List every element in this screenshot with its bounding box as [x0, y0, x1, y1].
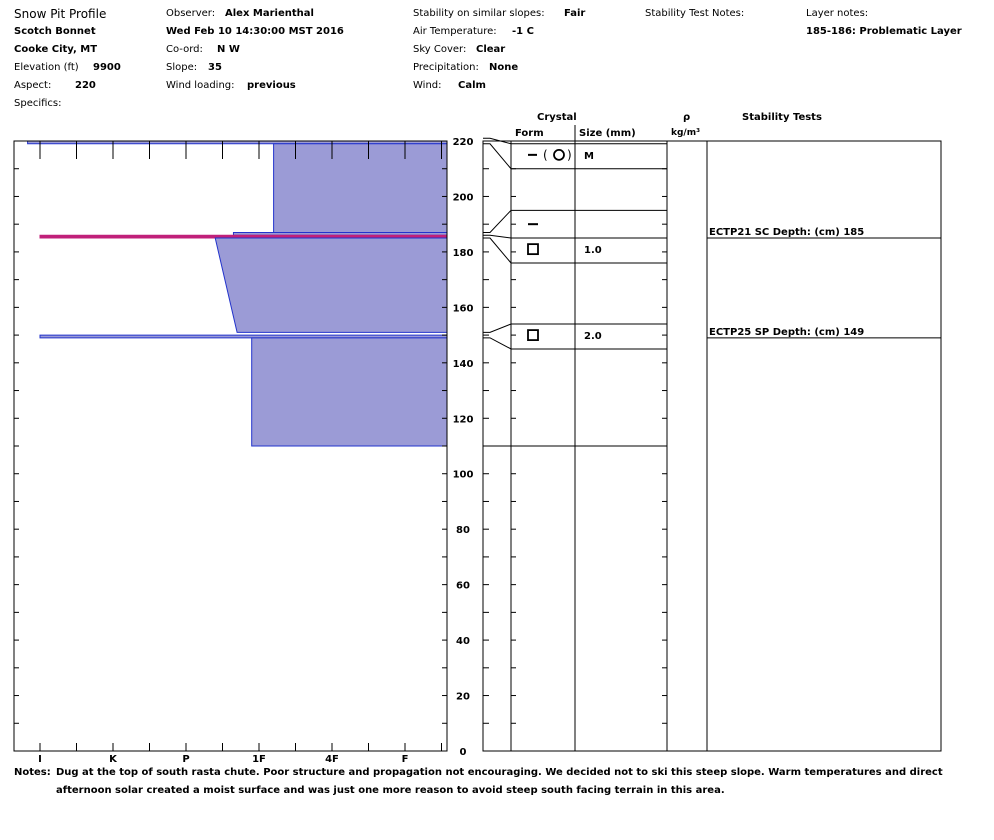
air-temp-label: Air Temperature: — [413, 26, 497, 37]
elevation-value: 9900 — [93, 62, 121, 73]
density-symbol: ρ — [683, 112, 691, 123]
observer-value: Alex Marienthal — [225, 8, 314, 19]
slope-value: 35 — [208, 62, 222, 73]
hardness-label: 1F — [252, 754, 266, 765]
depth-axis — [442, 137, 667, 758]
depth-tick-label: 140 — [452, 358, 474, 370]
size-header: Size (mm) — [579, 128, 636, 139]
depth-tick-label: 120 — [452, 414, 474, 426]
sky-value: Clear — [476, 44, 506, 55]
stability-label: Stability on similar slopes: — [413, 8, 545, 19]
wind-loading-label: Wind loading: — [166, 80, 235, 91]
stability-test-lines — [707, 227, 941, 338]
form-header: Form — [515, 128, 544, 139]
coord-value: N W — [217, 44, 240, 55]
elevation-label: Elevation (ft) — [14, 62, 79, 73]
hardness-label: 4F — [325, 754, 339, 765]
grain-size-label: M — [584, 150, 594, 162]
hardness-label: K — [109, 754, 117, 765]
stability-notes-label: Stability Test Notes: — [645, 8, 745, 19]
grain-paren-icon: ( — [543, 147, 548, 162]
grain-size-label: 1.0 — [584, 245, 602, 257]
notes-label: Notes: — [14, 767, 51, 778]
precip-label: Precipitation: — [413, 62, 479, 73]
depth-tick-label: 80 — [456, 525, 470, 537]
area-name: Cooke City, MT — [14, 44, 98, 55]
aspect-value: 220 — [75, 80, 96, 91]
notes-text: Dug at the top of south rasta chute. Poor structure and propagation not encouraging. We decided not to ski this steep slope. Warm temperatures and direct afternoon solar created a moist surface and was just one more reason to avoid steep south facing terrain in this area. — [56, 767, 943, 796]
aspect-label: Aspect: — [14, 80, 52, 91]
stability-tests-header: Stability Tests — [742, 112, 822, 123]
air-temp-value: -1 C — [512, 26, 534, 37]
wind-loading-value: previous — [247, 80, 296, 91]
depth-tick-label: 200 — [452, 192, 474, 204]
depth-tick-label: 40 — [456, 636, 470, 648]
depth-tick-label: 60 — [456, 580, 470, 592]
precip-value: None — [489, 62, 519, 73]
location-name: Scotch Bonnet — [14, 26, 96, 37]
stability-value: Fair — [564, 8, 586, 19]
wind-value: Calm — [458, 80, 486, 91]
slope-label: Slope: — [166, 62, 198, 73]
page-title: Snow Pit Profile — [14, 7, 107, 21]
crystal-header: Crystal — [537, 112, 577, 123]
hardness-layer-6 — [252, 338, 447, 446]
datetime-value: Wed Feb 10 14:30:00 MST 2016 — [166, 26, 344, 37]
stability-test-label: ECTP21 SC Depth: (cm) 185 — [709, 227, 865, 239]
density-unit: kg/m³ — [671, 128, 701, 138]
hardness-layer-1 — [274, 144, 447, 233]
grain-size-label: 2.0 — [584, 331, 602, 343]
hardness-layer-4 — [215, 238, 447, 332]
sky-label: Sky Cover: — [413, 44, 467, 55]
layer-note: 185-186: Problematic Layer — [806, 26, 962, 37]
depth-tick-label: 100 — [452, 469, 474, 481]
depth-tick-label: 0 — [459, 747, 467, 758]
stability-test-label: ECTP25 SP Depth: (cm) 149 — [709, 326, 865, 338]
grain-circle-icon — [554, 150, 564, 160]
depth-tick-label: 160 — [452, 303, 474, 315]
grain-square-icon — [528, 244, 538, 254]
grain-paren-icon: ) — [567, 147, 572, 162]
wind-label: Wind: — [413, 80, 442, 91]
hardness-layers — [28, 141, 447, 446]
grain-forms — [528, 148, 602, 342]
specifics-label: Specifics: — [14, 98, 62, 109]
depth-tick-label: 220 — [452, 137, 474, 148]
depth-tick-label: 20 — [456, 691, 470, 703]
hardness-label: F — [401, 754, 409, 765]
hardness-label: I — [38, 754, 42, 765]
grain-square-icon — [528, 330, 538, 340]
coord-label: Co-ord: — [166, 44, 203, 55]
observer-label: Observer: — [166, 8, 216, 19]
layer-notes-label: Layer notes: — [806, 8, 869, 19]
depth-tick-label: 180 — [452, 247, 474, 259]
hardness-label: P — [182, 754, 190, 765]
